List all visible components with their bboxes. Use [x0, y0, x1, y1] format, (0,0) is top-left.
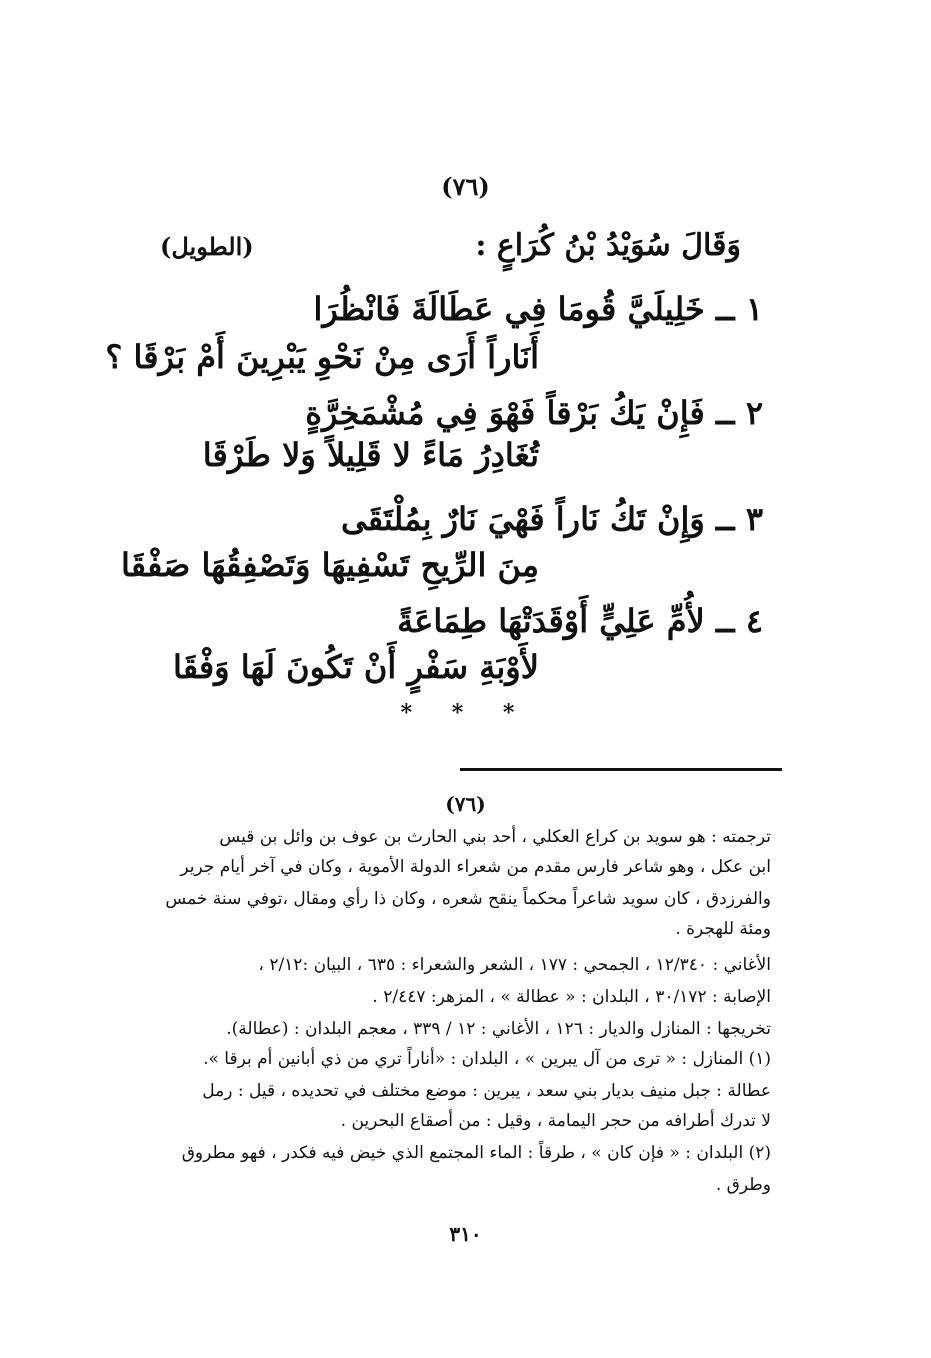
verse-3-first-hemistich: ٣ ــ وَإِنْ تَكُ نَاراً فَهْيَ نَارٌ بِمُلْتَقَى [341, 500, 763, 538]
page-number: ٣١٠ [449, 1222, 482, 1246]
footnote-line: لا تدرك أطرافه من حجر اليمامة ، وقيل : من أصقاع البحرين . [340, 1111, 771, 1131]
footnote-line: عطالة : جبل منيف بديار بني سعد ، يبرين : موضع مختلف في تحديده ، قيل : رمل [202, 1081, 771, 1101]
footnote-line: (٢) البلدان : « فإن كان » ، طرقاً : الماء المجتمع الذي خيض فيه فكدر ، فهو مطروق [181, 1143, 771, 1163]
verse-2-second-hemistich: تُغَادِرُ مَاءً لا قَلِيلاً وَلا طَرْقَا [202, 436, 539, 474]
footnote-line: ترجمته : هو سويد بن كراع العكلي ، أحد بني الحارث بن عوف بن وائل بن قيس [219, 827, 771, 847]
poem-number: (٧٦) [441, 172, 490, 201]
section-separator: * * * [400, 700, 531, 726]
footnote-line: وطرق . [715, 1175, 771, 1195]
verse-4-second-hemistich: لأَوْبَةِ سَفْرٍ أَنْ تَكُونَ لَهَا وَفْقَا [172, 648, 539, 686]
footnote-line: ابن عكل ، وهو شاعر فارس مقدم من شعراء الدولة الأموية ، وكان في آخر أيام جرير [180, 857, 771, 877]
footnote-line: (١) المنازل : « ترى من آل يبرين » ، البلدان : «أناراً تري من ذي أبانين أم برقا ». [203, 1049, 771, 1069]
poem-meter: (الطويل) [160, 232, 254, 261]
verse-2-first-hemistich: ٢ ــ فَإِنْ يَكُ بَرْقاً فَهْوَ فِي مُشْمَخِرَّةٍ [305, 394, 763, 432]
verse-4-first-hemistich: ٤ ــ لأُمِّ عَلِيٍّ أَوْقَدَتْهَا طِمَاعَةً [397, 602, 763, 640]
footnote-line: والفرزدق ، كان سويد شاعراً محكماً ينقح شعره ، وكان ذا رأي ومقال ،توفي سنة خمس [165, 889, 771, 909]
verse-3-second-hemistich: مِنَ الرِّيحِ تَسْفِيهَا وَتَصْفِقُهَا صَفْقَا [121, 546, 539, 584]
footnote-number: (٧٦) [445, 792, 486, 816]
poem-intro: وَقَالَ سُوَيْدُ بْنُ كُرَاعٍ : [475, 228, 741, 263]
verse-1-second-hemistich: أَنَاراً أَرَى مِنْ نَحْوِ يَبْرِينَ أَمْ بَرْقَا ؟ [105, 338, 539, 376]
footnote-line: ومئة للهجرة . [675, 919, 771, 939]
verse-1-first-hemistich: ١ ــ خَلِيلَيَّ قُومَا فِي عَطَالَةَ فَانْظُرَا [313, 290, 763, 328]
footnote-rule [460, 768, 782, 771]
footnote-line: الإصابة : ٣٠/١٧٢ ، البلدان : « عطالة » ، المزهر: ٢/٤٤٧ . [372, 987, 771, 1007]
footnote-line: الأغاني : ١٢/٣٤٠ ، الجمحي : ١٧٧ ، الشعر والشعراء : ٦٣٥ ، البيان :٢/١٢ ، [258, 955, 771, 975]
footnote-line: تخريجها : المنازل والديار : ١٢٦ ، الأغاني : ١٢ / ٣٣٩ ، معجم البلدان : (عطالة). [226, 1019, 771, 1039]
